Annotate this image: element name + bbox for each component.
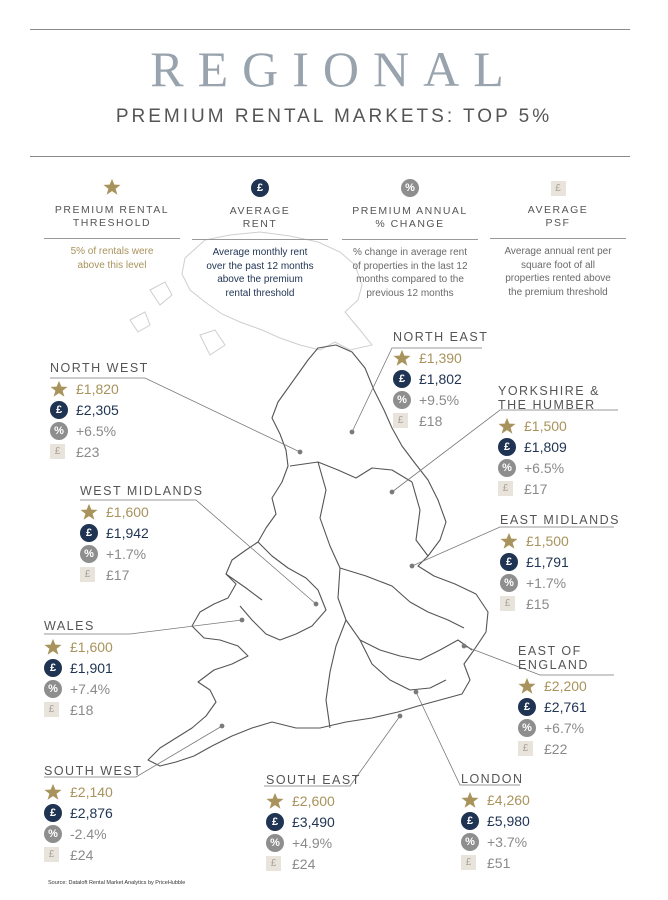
- legend-heading-line2: PSF: [545, 217, 571, 229]
- psf-value: £24: [70, 846, 94, 863]
- pound-circle-icon: £: [393, 370, 411, 388]
- legend-heading-line1: AVERAGE: [229, 205, 291, 217]
- legend-heading-line2: % CHANGE: [375, 218, 445, 230]
- pin-east-of-england: [462, 644, 466, 648]
- legend-description: Average annual rent per square foot of all properties rented above the premium threshold: [504, 246, 612, 298]
- percent-circle-icon: %: [518, 719, 536, 737]
- star-icon: [461, 791, 479, 809]
- pound-circle-icon: £: [500, 553, 518, 571]
- region-name-line1: YORKSHIRE &: [498, 384, 600, 398]
- change-value: +7.4%: [70, 680, 111, 697]
- legend-heading-line1: PREMIUM ANNUAL: [352, 205, 468, 217]
- pound-circle-icon: £: [50, 401, 68, 419]
- rent-value: £1,791: [526, 553, 569, 570]
- pound-square-icon: £: [498, 481, 513, 496]
- star-icon: [266, 792, 284, 810]
- rent-value: £3,490: [292, 813, 335, 830]
- rent-value: £2,876: [70, 804, 113, 821]
- star-icon: [80, 503, 98, 521]
- star-icon: [103, 178, 121, 196]
- percent-circle-icon: %: [500, 574, 518, 592]
- star-icon: [44, 783, 62, 801]
- pound-square-icon: £: [80, 567, 95, 582]
- pound-square-icon: £: [518, 741, 533, 756]
- threshold-value: £1,600: [106, 503, 149, 520]
- pound-circle-icon: £: [498, 438, 516, 456]
- percent-circle-icon: %: [498, 459, 516, 477]
- threshold-value: £1,390: [419, 349, 462, 366]
- region-name: NORTH EAST: [393, 330, 489, 344]
- region-yorkshire: [498, 384, 600, 499]
- page-subtitle: PREMIUM RENTAL MARKETS: TOP 5%: [115, 106, 553, 127]
- pin-london: [414, 690, 418, 694]
- percent-circle-icon: %: [44, 825, 62, 843]
- region-name: LONDON: [461, 772, 524, 786]
- percent-circle-icon: %: [50, 422, 68, 440]
- pound-square-icon: £: [500, 596, 515, 611]
- region-wales: [44, 619, 113, 720]
- change-value: -2.4%: [70, 825, 107, 842]
- percent-circle-icon: %: [401, 179, 419, 197]
- psf-value: £24: [292, 855, 316, 872]
- psf-value: £18: [70, 701, 94, 718]
- threshold-value: £1,820: [76, 380, 119, 397]
- threshold-value: £4,260: [487, 791, 530, 808]
- star-icon: [518, 677, 536, 695]
- pound-circle-icon: £: [266, 813, 284, 831]
- psf-value: £22: [544, 740, 568, 757]
- percent-circle-icon: %: [44, 680, 62, 698]
- region-name-line2: THE HUMBER: [498, 398, 596, 412]
- psf-value: £17: [524, 480, 548, 497]
- region-name: SOUTH WEST: [44, 764, 143, 778]
- rent-value: £5,980: [487, 812, 530, 829]
- psf-value: £17: [106, 566, 130, 583]
- pin-wales: [240, 618, 244, 622]
- legend-description: Average monthly rent over the past 12 months above the premium rental threshold: [206, 247, 314, 299]
- change-value: +6.5%: [76, 422, 117, 439]
- pin-north-west: [298, 450, 302, 454]
- pin-south-west: [220, 724, 224, 728]
- legend-psf: [488, 178, 628, 299]
- pound-square-icon: £: [551, 181, 566, 196]
- pound-square-icon: £: [266, 856, 281, 871]
- legend-description: % change in average rent of properties in the last 12 months compared to the previous 12 months: [352, 247, 468, 299]
- threshold-value: £2,600: [292, 792, 335, 809]
- region-name-line2: ENGLAND: [518, 658, 589, 672]
- star-icon: [498, 417, 516, 435]
- threshold-value: £2,200: [544, 677, 587, 694]
- pin-yorkshire: [390, 490, 394, 494]
- legend-heading-line1: AVERAGE: [527, 204, 589, 216]
- rent-value: £1,942: [106, 524, 149, 541]
- region-london: [461, 772, 530, 873]
- region-name: EAST MIDLANDS: [500, 513, 620, 527]
- psf-value: £51: [487, 854, 511, 871]
- legend-heading-line2: RENT: [242, 218, 278, 230]
- rent-value: £2,305: [76, 401, 119, 418]
- percent-circle-icon: %: [461, 833, 479, 851]
- change-value: +9.5%: [419, 391, 460, 408]
- threshold-value: £1,600: [70, 638, 113, 655]
- region-name: SOUTH EAST: [266, 773, 361, 787]
- pound-square-icon: £: [50, 444, 65, 459]
- threshold-value: £2,140: [70, 783, 113, 800]
- legend-divider: [490, 238, 626, 239]
- legend-rent: [190, 178, 330, 300]
- rent-value: £1,901: [70, 659, 113, 676]
- pound-circle-icon: £: [44, 804, 62, 822]
- star-icon: [50, 380, 68, 398]
- region-south-east: [266, 773, 361, 874]
- psf-value: £15: [526, 595, 550, 612]
- region-north-east: [393, 330, 488, 431]
- page-title: REGIONAL: [150, 41, 518, 97]
- pound-circle-icon: £: [461, 812, 479, 830]
- psf-value: £18: [419, 412, 443, 429]
- pin-north-east: [350, 430, 354, 434]
- change-value: +1.7%: [526, 574, 567, 591]
- pound-circle-icon: £: [80, 524, 98, 542]
- change-value: +3.7%: [487, 833, 528, 850]
- threshold-value: £1,500: [524, 417, 567, 434]
- legend-description: 5% of rentals were above this level: [70, 246, 154, 271]
- rent-value: £1,809: [524, 438, 567, 455]
- change-value: +6.5%: [524, 459, 565, 476]
- psf-value: £23: [76, 443, 100, 460]
- change-value: +6.7%: [544, 719, 585, 736]
- legend-threshold: [42, 178, 182, 272]
- pound-square-icon: £: [393, 413, 408, 428]
- region-name: WALES: [44, 619, 95, 633]
- pound-square-icon: £: [44, 702, 59, 717]
- percent-circle-icon: %: [393, 391, 411, 409]
- legend-divider: [342, 239, 478, 240]
- rent-value: £1,802: [419, 370, 462, 387]
- pound-square-icon: £: [44, 847, 59, 862]
- percent-circle-icon: %: [80, 545, 98, 563]
- legend-divider: [192, 239, 328, 240]
- rent-value: £2,761: [544, 698, 587, 715]
- pound-circle-icon: £: [518, 698, 536, 716]
- star-icon: [44, 638, 62, 656]
- pound-circle-icon: £: [251, 179, 269, 197]
- pound-circle-icon: £: [44, 659, 62, 677]
- percent-circle-icon: %: [266, 834, 284, 852]
- region-east-midlands: [500, 513, 620, 614]
- region-east-of-england: [518, 644, 589, 759]
- change-value: +1.7%: [106, 545, 147, 562]
- region-name-line1: EAST OF: [518, 644, 582, 658]
- region-name: NORTH WEST: [50, 361, 149, 375]
- star-icon: [393, 349, 411, 367]
- pound-square-icon: £: [461, 855, 476, 870]
- region-north-west: [50, 361, 149, 462]
- region-name: WEST MIDLANDS: [80, 484, 204, 498]
- pin-south-east: [398, 714, 402, 718]
- region-south-west: [44, 764, 142, 865]
- legend-heading-line1: PREMIUM RENTAL: [54, 204, 170, 216]
- legend-change: [340, 178, 480, 300]
- legend-heading-line2: THRESHOLD: [72, 217, 152, 229]
- region-west-midlands: [80, 484, 203, 585]
- legend-divider: [44, 238, 180, 239]
- pin-east-midlands: [410, 564, 414, 568]
- pin-west-midlands: [314, 602, 318, 606]
- star-icon: [500, 532, 518, 550]
- threshold-value: £1,500: [526, 532, 569, 549]
- source-note: Source: Dataloft Rental Market Analytics by PriceHubble: [48, 880, 186, 886]
- change-value: +4.9%: [292, 834, 333, 851]
